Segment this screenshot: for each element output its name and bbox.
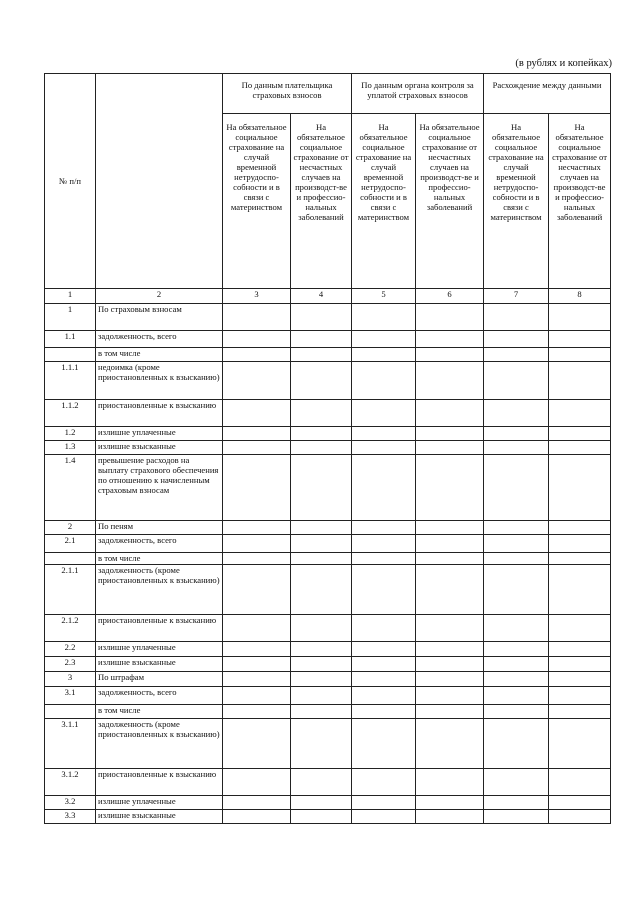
value-cell[interactable] — [291, 672, 352, 687]
value-cell[interactable] — [484, 719, 549, 769]
value-cell[interactable] — [549, 535, 611, 553]
table-row — [45, 441, 611, 455]
value-cell[interactable] — [352, 441, 416, 455]
header-payer-sub-b: На обязательное социальное страхование от несчастных случаев на производст-ве и профессио-нальных заболеваний — [291, 114, 352, 289]
value-cell[interactable] — [291, 521, 352, 535]
row-label: превышение расходов на выплату страхового обеспечения по отношению к начисленным страховым взносам — [96, 455, 223, 521]
value-cell[interactable] — [549, 705, 611, 719]
value-cell[interactable] — [223, 535, 291, 553]
value-cell[interactable] — [484, 642, 549, 657]
value-cell[interactable] — [416, 672, 484, 687]
value-cell[interactable] — [223, 441, 291, 455]
row-label: задолженность, всего — [96, 535, 223, 553]
value-cell[interactable] — [352, 615, 416, 642]
value-cell[interactable] — [549, 672, 611, 687]
value-cell[interactable] — [484, 705, 549, 719]
value-cell[interactable] — [549, 687, 611, 705]
value-cell[interactable] — [416, 521, 484, 535]
value-cell[interactable] — [291, 362, 352, 400]
value-cell[interactable] — [549, 331, 611, 348]
value-cell[interactable] — [416, 719, 484, 769]
row-code: 3.3 — [45, 810, 96, 824]
row-code: 3.1.2 — [45, 769, 96, 796]
value-cell[interactable] — [291, 769, 352, 796]
value-cell[interactable] — [352, 362, 416, 400]
table-row — [45, 331, 611, 348]
value-cell[interactable] — [484, 769, 549, 796]
value-cell[interactable] — [352, 427, 416, 441]
row-code: 1.4 — [45, 455, 96, 521]
row-code: 3.2 — [45, 796, 96, 810]
value-cell[interactable] — [223, 705, 291, 719]
row-label: излишне взысканные — [96, 441, 223, 455]
value-cell[interactable] — [484, 553, 549, 565]
row-label: излишне уплаченные — [96, 642, 223, 657]
table-row — [45, 535, 611, 553]
value-cell[interactable] — [416, 455, 484, 521]
value-cell[interactable] — [352, 535, 416, 553]
value-cell[interactable] — [352, 304, 416, 331]
row-label: По штрафам — [96, 672, 223, 687]
row-label: задолженность (кроме приостановленных к взысканию) — [96, 565, 223, 615]
header-payer-sub-a: На обязательное социальное страхование на случай временной нетрудоспо-собности и в связи с материнством — [223, 114, 291, 289]
value-cell[interactable] — [352, 521, 416, 535]
value-cell[interactable] — [484, 796, 549, 810]
value-cell[interactable] — [352, 719, 416, 769]
value-cell[interactable] — [291, 400, 352, 427]
table-row — [45, 348, 611, 362]
header-blank — [96, 74, 223, 289]
table-row — [45, 553, 611, 565]
row-label: излишне взысканные — [96, 810, 223, 824]
table-row — [45, 642, 611, 657]
header-difference-sub-b: На обязательное социальное страхование от несчастных случаев на производст-ве и профессио-нальных заболеваний — [549, 114, 611, 289]
value-cell[interactable] — [416, 769, 484, 796]
table-row — [45, 672, 611, 687]
value-cell[interactable] — [416, 304, 484, 331]
table-row — [45, 455, 611, 521]
value-cell[interactable] — [416, 615, 484, 642]
table-row — [45, 521, 611, 535]
column-number: 8 — [549, 289, 611, 304]
value-cell[interactable] — [291, 615, 352, 642]
value-cell[interactable] — [352, 657, 416, 672]
value-cell[interactable] — [549, 553, 611, 565]
value-cell[interactable] — [484, 441, 549, 455]
value-cell[interactable] — [484, 362, 549, 400]
row-code: 3 — [45, 672, 96, 687]
column-number: 3 — [223, 289, 291, 304]
value-cell[interactable] — [484, 304, 549, 331]
value-cell[interactable] — [484, 455, 549, 521]
row-code: 1 — [45, 304, 96, 331]
column-number: 7 — [484, 289, 549, 304]
table-row — [45, 427, 611, 441]
header-payer: По данным плательщика страховых взносов — [223, 74, 352, 114]
row-label: в том числе — [96, 705, 223, 719]
row-label: задолженность, всего — [96, 687, 223, 705]
value-cell[interactable] — [223, 810, 291, 824]
row-label: задолженность (кроме приостановленных к взысканию) — [96, 719, 223, 769]
value-cell[interactable] — [223, 687, 291, 705]
value-cell[interactable] — [549, 455, 611, 521]
row-code: 2 — [45, 521, 96, 535]
value-cell[interactable] — [484, 331, 549, 348]
row-code: 2.1.1 — [45, 565, 96, 615]
row-code: 1.3 — [45, 441, 96, 455]
value-cell[interactable] — [416, 348, 484, 362]
value-cell[interactable] — [352, 687, 416, 705]
table-row — [45, 769, 611, 796]
value-cell[interactable] — [223, 642, 291, 657]
value-cell[interactable] — [352, 348, 416, 362]
row-label: По пеням — [96, 521, 223, 535]
value-cell[interactable] — [484, 565, 549, 615]
column-number: 4 — [291, 289, 352, 304]
value-cell[interactable] — [291, 657, 352, 672]
column-number: 5 — [352, 289, 416, 304]
value-cell[interactable] — [291, 427, 352, 441]
value-cell[interactable] — [291, 455, 352, 521]
value-cell[interactable] — [291, 348, 352, 362]
value-cell[interactable] — [549, 427, 611, 441]
value-cell[interactable] — [549, 719, 611, 769]
value-cell[interactable] — [223, 304, 291, 331]
value-cell[interactable] — [549, 810, 611, 824]
row-label: приостановленные к взысканию — [96, 615, 223, 642]
value-cell[interactable] — [352, 769, 416, 796]
value-cell[interactable] — [549, 441, 611, 455]
column-numbers-row — [45, 289, 611, 304]
value-cell[interactable] — [416, 362, 484, 400]
value-cell[interactable] — [416, 400, 484, 427]
row-code: 1.1.1 — [45, 362, 96, 400]
value-cell[interactable] — [416, 565, 484, 615]
value-cell[interactable] — [291, 304, 352, 331]
value-cell[interactable] — [291, 331, 352, 348]
row-label: задолженность, всего — [96, 331, 223, 348]
value-cell[interactable] — [291, 687, 352, 705]
column-number: 6 — [416, 289, 484, 304]
value-cell[interactable] — [223, 657, 291, 672]
value-cell[interactable] — [484, 810, 549, 824]
value-cell[interactable] — [416, 441, 484, 455]
table-row — [45, 810, 611, 824]
row-label: излишне уплаченные — [96, 796, 223, 810]
value-cell[interactable] — [549, 642, 611, 657]
value-cell[interactable] — [416, 796, 484, 810]
value-cell[interactable] — [291, 810, 352, 824]
value-cell[interactable] — [223, 362, 291, 400]
row-code: 2.3 — [45, 657, 96, 672]
value-cell[interactable] — [291, 705, 352, 719]
row-label: По страховым взносам — [96, 304, 223, 331]
value-cell[interactable] — [352, 565, 416, 615]
value-cell[interactable] — [484, 615, 549, 642]
row-code: 1.1 — [45, 331, 96, 348]
value-cell[interactable] — [223, 331, 291, 348]
row-label: приостановленные к взысканию — [96, 769, 223, 796]
value-cell[interactable] — [291, 441, 352, 455]
value-cell[interactable] — [484, 672, 549, 687]
value-cell[interactable] — [291, 553, 352, 565]
row-code — [45, 705, 96, 719]
value-cell[interactable] — [352, 455, 416, 521]
value-cell[interactable] — [484, 427, 549, 441]
value-cell[interactable] — [352, 331, 416, 348]
value-cell[interactable] — [416, 535, 484, 553]
column-number: 2 — [96, 289, 223, 304]
value-cell[interactable] — [352, 642, 416, 657]
row-code: 1.1.2 — [45, 400, 96, 427]
header-authority: По данным органа контроля за уплатой страховых взносов — [352, 74, 484, 114]
value-cell[interactable] — [223, 553, 291, 565]
row-label: приостановленные к взысканию — [96, 400, 223, 427]
table-row — [45, 719, 611, 769]
value-cell[interactable] — [291, 796, 352, 810]
value-cell[interactable] — [291, 565, 352, 615]
table-row — [45, 705, 611, 719]
value-cell[interactable] — [223, 521, 291, 535]
value-cell[interactable] — [549, 362, 611, 400]
header-difference-sub-a: На обязательное социальное страхование на случай временной нетрудоспо-собности и в связи с материнством — [484, 114, 549, 289]
header-authority-sub-a: На обязательное социальное страхование на случай временной нетрудоспо-собности и в связи с материнством — [352, 114, 416, 289]
value-cell[interactable] — [223, 719, 291, 769]
table-row — [45, 796, 611, 810]
value-cell[interactable] — [484, 521, 549, 535]
value-cell[interactable] — [549, 796, 611, 810]
value-cell[interactable] — [416, 331, 484, 348]
value-cell[interactable] — [416, 427, 484, 441]
table-row — [45, 400, 611, 427]
row-label: излишне взысканные — [96, 657, 223, 672]
reconciliation-table — [44, 73, 611, 824]
value-cell[interactable] — [223, 400, 291, 427]
table-row — [45, 304, 611, 331]
value-cell[interactable] — [223, 796, 291, 810]
value-cell[interactable] — [291, 719, 352, 769]
value-cell[interactable] — [352, 672, 416, 687]
value-cell[interactable] — [416, 810, 484, 824]
value-cell[interactable] — [549, 304, 611, 331]
value-cell[interactable] — [549, 657, 611, 672]
units-note: (в рублях и копейках) — [515, 58, 612, 69]
value-cell[interactable] — [223, 565, 291, 615]
header-authority-sub-b: На обязательное социальное страхование от несчастных случаев на производст-ве и профессио-нальных заболеваний — [416, 114, 484, 289]
value-cell[interactable] — [223, 769, 291, 796]
value-cell[interactable] — [416, 687, 484, 705]
value-cell[interactable] — [416, 553, 484, 565]
header-difference: Расхождение между данными — [484, 74, 611, 114]
row-label: в том числе — [96, 348, 223, 362]
table-row — [45, 362, 611, 400]
value-cell[interactable] — [549, 400, 611, 427]
row-code: 3.1.1 — [45, 719, 96, 769]
table-row — [45, 615, 611, 642]
row-code: 2.1.2 — [45, 615, 96, 642]
row-code: 2.1 — [45, 535, 96, 553]
row-code — [45, 553, 96, 565]
row-label: в том числе — [96, 553, 223, 565]
header-number: № п/п — [45, 74, 96, 289]
table-row — [45, 657, 611, 672]
value-cell[interactable] — [549, 565, 611, 615]
value-cell[interactable] — [352, 810, 416, 824]
value-cell[interactable] — [352, 705, 416, 719]
value-cell[interactable] — [352, 553, 416, 565]
value-cell[interactable] — [484, 657, 549, 672]
value-cell[interactable] — [416, 657, 484, 672]
value-cell[interactable] — [223, 348, 291, 362]
column-number: 1 — [45, 289, 96, 304]
row-code: 1.2 — [45, 427, 96, 441]
value-cell[interactable] — [549, 348, 611, 362]
row-label: излишне уплаченные — [96, 427, 223, 441]
row-code — [45, 348, 96, 362]
row-label: недоимка (кроме приостановленных к взысканию) — [96, 362, 223, 400]
table-row — [45, 565, 611, 615]
value-cell[interactable] — [352, 400, 416, 427]
value-cell[interactable] — [549, 615, 611, 642]
value-cell[interactable] — [416, 705, 484, 719]
value-cell[interactable] — [484, 348, 549, 362]
value-cell[interactable] — [484, 687, 549, 705]
value-cell[interactable] — [223, 427, 291, 441]
value-cell[interactable] — [416, 642, 484, 657]
value-cell[interactable] — [484, 400, 549, 427]
value-cell[interactable] — [484, 535, 549, 553]
value-cell[interactable] — [352, 796, 416, 810]
table-row — [45, 687, 611, 705]
value-cell[interactable] — [291, 642, 352, 657]
value-cell[interactable] — [223, 672, 291, 687]
value-cell[interactable] — [291, 535, 352, 553]
value-cell[interactable] — [549, 521, 611, 535]
row-code: 3.1 — [45, 687, 96, 705]
value-cell[interactable] — [223, 615, 291, 642]
value-cell[interactable] — [549, 769, 611, 796]
row-code: 2.2 — [45, 642, 96, 657]
value-cell[interactable] — [223, 455, 291, 521]
